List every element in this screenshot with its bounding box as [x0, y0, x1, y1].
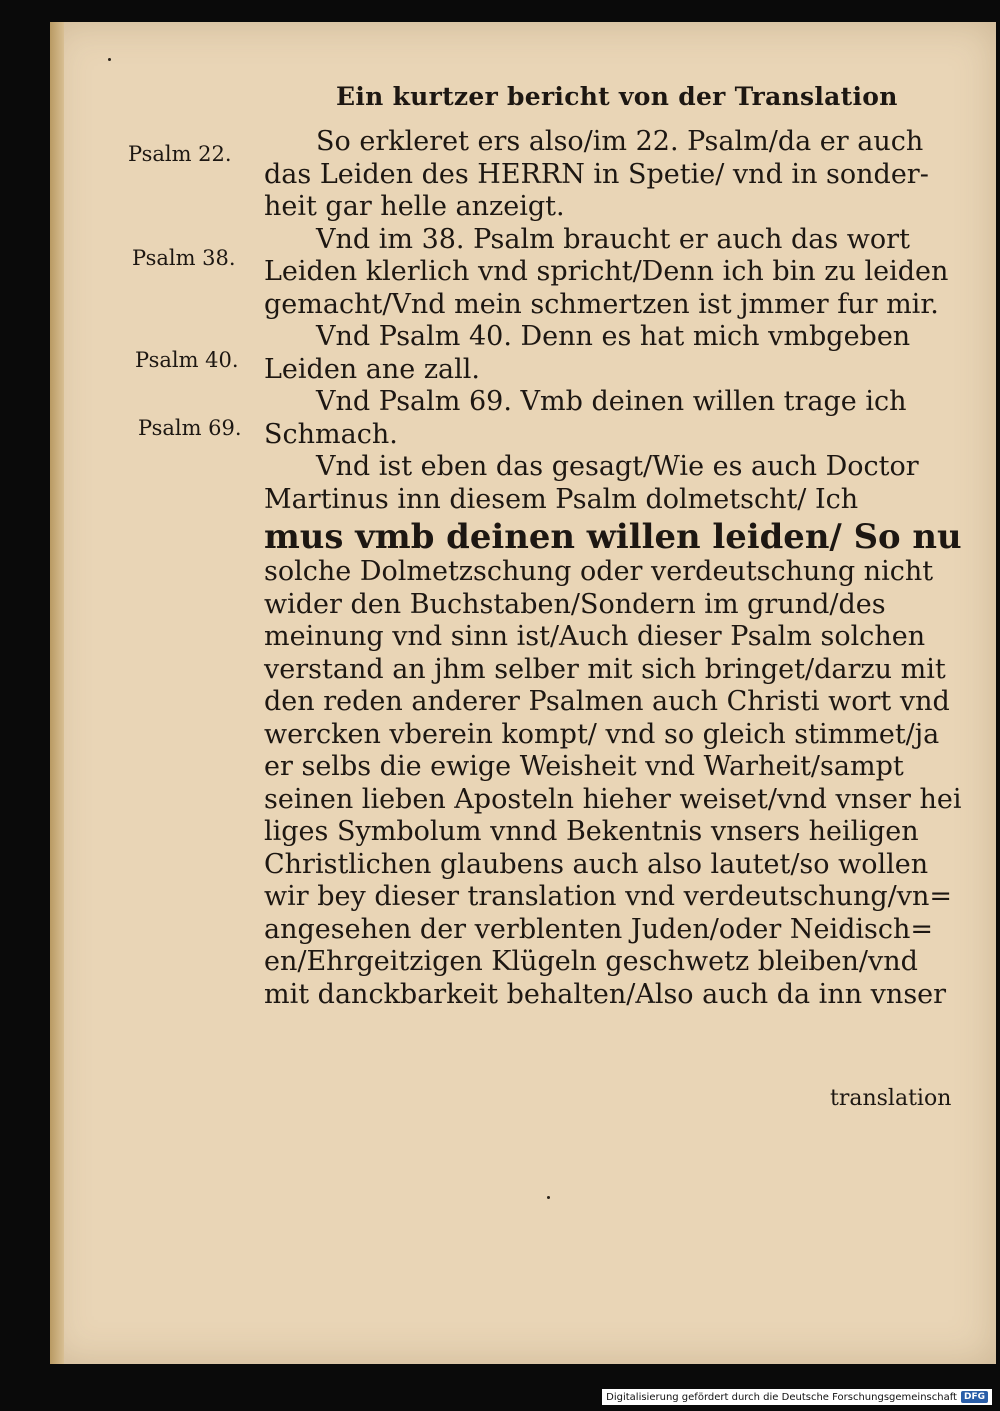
text-line: en/Ehrgeitzigen Klügeln geschwetz bleiben/vnd: [264, 946, 918, 977]
text-line: Schmach.: [264, 418, 398, 450]
text-line: solche Dolmetzschung oder verdeutschung nicht: [264, 556, 934, 587]
margin-note-psalm-22: Psalm 22.: [128, 142, 232, 166]
margin-note-psalm-69: Psalm 69.: [138, 416, 242, 440]
text-line: er selbs die ewige Weisheit vnd Warheit/sampt: [264, 751, 904, 782]
text-line: angesehen der verblenten Juden/oder Neidisch=: [264, 913, 934, 945]
text-line: Leiden ane zall.: [264, 353, 480, 385]
paper-speck: [108, 58, 111, 61]
text-line: Martinus inn diesem Psalm dolmetscht/ Ich: [264, 483, 859, 515]
body-text: [264, 126, 976, 1011]
text-line: das Leiden des HERRN in Spetie/ vnd in sonder-: [264, 158, 929, 190]
margin-note-psalm-38: Psalm 38.: [132, 246, 236, 270]
margin-note-psalm-40: Psalm 40.: [135, 348, 239, 372]
text-line: seinen lieben Aposteln hieher weiset/vnd vnser hei: [264, 783, 962, 815]
text-line: Vnd Psalm 69. Vmb deinen willen trage ich: [316, 386, 907, 417]
text-line: liges Symbolum vnnd Bekentnis vnsers heiligen: [264, 816, 919, 847]
text-line: Christlichen glaubens auch also lautet/so wollen: [264, 848, 929, 880]
text-line: Vnd Psalm 40. Denn es hat mich vmbgeben: [316, 321, 911, 352]
text-line: wider den Buchstaben/Sondern im grund/des: [264, 588, 886, 620]
text-line: So erkleret ers also/im 22. Psalm/da er auch: [316, 126, 924, 157]
dfg-logo: DFG: [961, 1391, 988, 1403]
footer-text: Digitalisierung gefördert durch die Deutsche Forschungsgemeinschaft: [606, 1391, 957, 1403]
text-line: Vnd im 38. Psalm braucht er auch das wort: [316, 223, 910, 255]
text-line: wir bey dieser translation vnd verdeutschung/vn=: [264, 881, 953, 912]
text-line: heit gar helle anzeigt.: [264, 191, 565, 222]
paper-speck: [547, 1196, 550, 1199]
text-line: gemacht/Vnd mein schmertzen ist jmmer fur mir.: [264, 288, 939, 320]
text-line: meinung vnd sinn ist/Auch dieser Psalm solchen: [264, 621, 926, 652]
digitization-footer: [602, 1389, 992, 1405]
page-header: Ein kurtzer bericht von der Translation: [336, 82, 898, 111]
text-line: mit danckbarkeit behalten/Also auch da inn vnser: [264, 978, 947, 1010]
text-line-emphasis: mus vmb deinen willen leiden/ So nu: [264, 516, 962, 556]
catchword: translation: [830, 1086, 952, 1111]
text-line: den reden anderer Psalmen auch Christi wort vnd: [264, 686, 950, 717]
text-line: Vnd ist eben das gesagt/Wie es auch Doctor: [316, 451, 919, 482]
text-line: wercken vberein kompt/ vnd so gleich stimmet/ja: [264, 718, 940, 750]
page-binding-edge: [50, 22, 64, 1364]
text-line: Leiden klerlich vnd spricht/Denn ich bin zu leiden: [264, 256, 949, 287]
text-line: verstand an jhm selber mit sich bringet/darzu mit: [264, 653, 946, 685]
